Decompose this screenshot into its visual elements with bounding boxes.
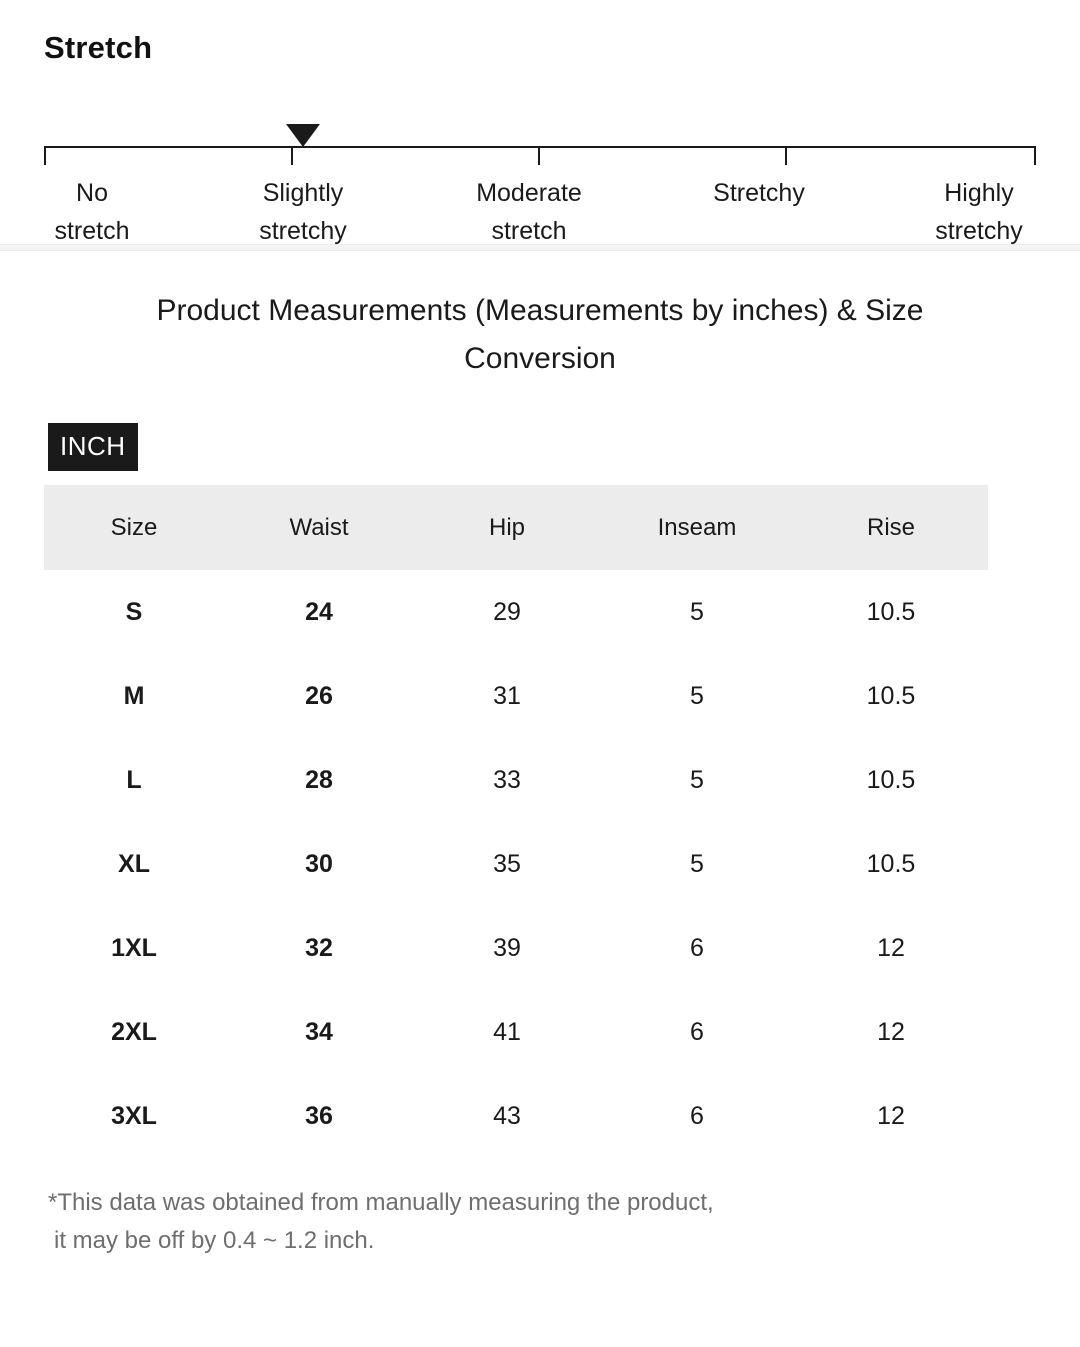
cell-rise: 12 xyxy=(794,1074,988,1158)
cell-inseam: 6 xyxy=(600,990,794,1074)
cell-waist: 24 xyxy=(224,570,414,654)
stretch-label-1 xyxy=(208,174,398,250)
cell-inseam: 6 xyxy=(600,906,794,990)
cell-size: M xyxy=(44,654,224,738)
table-header-row xyxy=(44,485,988,570)
cell-waist: 30 xyxy=(224,822,414,906)
measurement-footnote xyxy=(48,1184,1036,1260)
column-header-waist: Waist xyxy=(224,485,414,570)
table-row xyxy=(44,570,988,654)
stretch-label-1-line2: stretchy xyxy=(259,217,347,245)
stretch-label-0-line2: stretch xyxy=(54,217,130,245)
stretch-label-3-line1: Stretchy xyxy=(713,179,805,207)
stretch-section xyxy=(0,0,1080,245)
cell-inseam: 5 xyxy=(600,738,794,822)
cell-size: 1XL xyxy=(44,906,224,990)
cell-hip: 43 xyxy=(414,1074,600,1158)
table-row xyxy=(44,990,988,1074)
stretch-label-2-line2: stretch xyxy=(491,217,567,245)
cell-rise: 12 xyxy=(794,906,988,990)
table-row xyxy=(44,1074,988,1158)
cell-size: 3XL xyxy=(44,1074,224,1158)
stretch-label-4-line1: Highly xyxy=(944,179,1014,207)
cell-inseam: 5 xyxy=(600,570,794,654)
cell-size: L xyxy=(44,738,224,822)
stretch-scale-labels xyxy=(44,174,1036,245)
stretch-tick-3 xyxy=(785,146,787,165)
unit-badge: INCH xyxy=(48,423,138,471)
cell-hip: 33 xyxy=(414,738,600,822)
cell-hip: 39 xyxy=(414,906,600,990)
cell-inseam: 5 xyxy=(600,654,794,738)
stretch-tick-0 xyxy=(44,146,46,165)
stretch-label-3 xyxy=(664,174,854,212)
footnote-line-2: it may be off by 0.4 ~ 1.2 inch. xyxy=(54,1227,375,1254)
measurements-title: Product Measurements (Measurements by inches) & Size Conversion xyxy=(156,294,924,375)
stretch-label-4 xyxy=(884,174,1074,250)
stretch-level-marker-icon xyxy=(286,124,320,147)
cell-waist: 28 xyxy=(224,738,414,822)
footnote-line-1: *This data was obtained from manually measuring the product, xyxy=(48,1189,714,1216)
stretch-heading: Stretch xyxy=(44,30,153,65)
cell-rise: 12 xyxy=(794,990,988,1074)
table-row xyxy=(44,822,988,906)
cell-waist: 26 xyxy=(224,654,414,738)
cell-size: 2XL xyxy=(44,990,224,1074)
stretch-label-0-line1: No xyxy=(76,179,108,207)
stretch-tick-1 xyxy=(291,146,293,165)
column-header-size: Size xyxy=(44,485,224,570)
measurements-section xyxy=(0,251,1080,1260)
stretch-scale xyxy=(44,102,1036,245)
cell-hip: 29 xyxy=(414,570,600,654)
table-row xyxy=(44,738,988,822)
cell-waist: 32 xyxy=(224,906,414,990)
stretch-label-1-line1: Slightly xyxy=(262,179,344,207)
cell-rise: 10.5 xyxy=(794,738,988,822)
cell-size: S xyxy=(44,570,224,654)
stretch-tick-2 xyxy=(538,146,540,165)
cell-rise: 10.5 xyxy=(794,654,988,738)
column-header-rise: Rise xyxy=(794,485,988,570)
stretch-scale-line xyxy=(44,146,1036,148)
cell-rise: 10.5 xyxy=(794,570,988,654)
stretch-label-4-line2: stretchy xyxy=(935,217,1023,245)
column-header-inseam: Inseam xyxy=(600,485,794,570)
stretch-label-0 xyxy=(0,174,187,250)
column-header-hip: Hip xyxy=(414,485,600,570)
table-row xyxy=(44,654,988,738)
cell-hip: 31 xyxy=(414,654,600,738)
cell-waist: 34 xyxy=(224,990,414,1074)
cell-waist: 36 xyxy=(224,1074,414,1158)
stretch-label-2 xyxy=(434,174,624,250)
size-chart-table xyxy=(44,485,988,1158)
cell-inseam: 6 xyxy=(600,1074,794,1158)
cell-rise: 10.5 xyxy=(794,822,988,906)
stretch-tick-4 xyxy=(1034,146,1036,165)
cell-inseam: 5 xyxy=(600,822,794,906)
stretch-label-2-line1: Moderate xyxy=(476,179,582,207)
cell-size: XL xyxy=(44,822,224,906)
table-row xyxy=(44,906,988,990)
cell-hip: 35 xyxy=(414,822,600,906)
cell-hip: 41 xyxy=(414,990,600,1074)
